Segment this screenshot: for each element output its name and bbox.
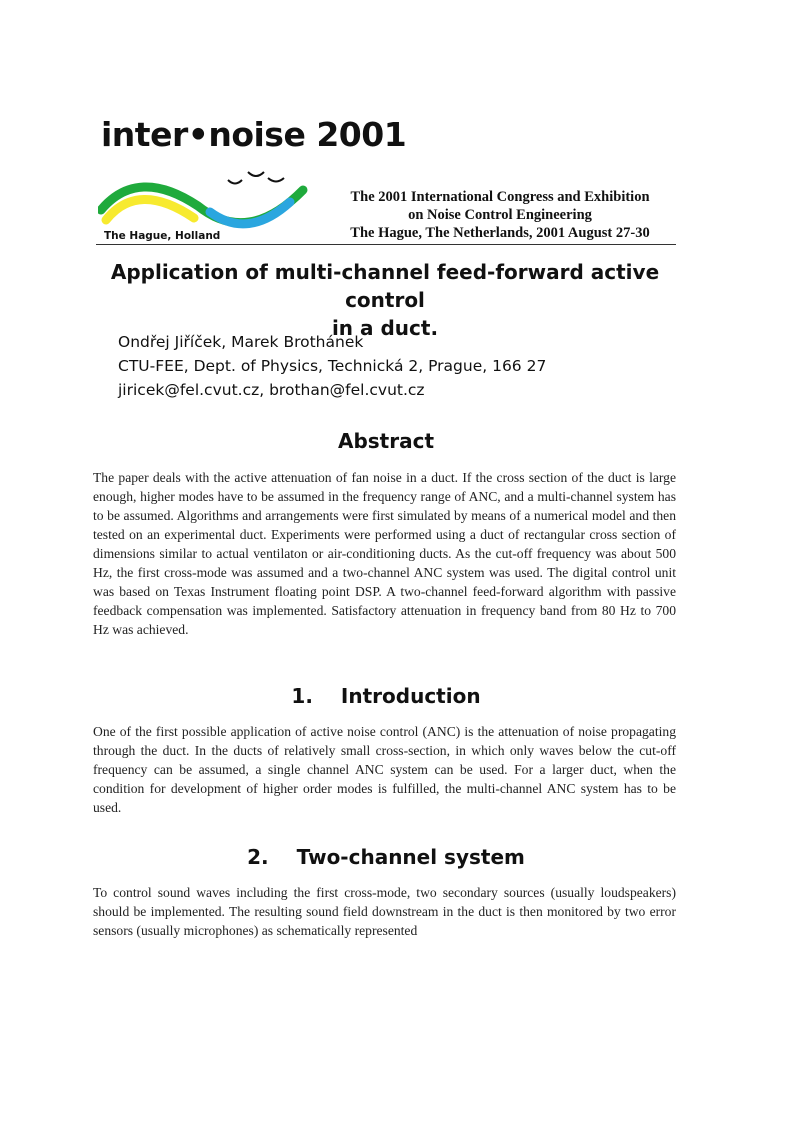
smile-icon	[228, 180, 242, 184]
section-number: 2.	[247, 845, 269, 869]
author-emails: jiricek@fel.cvut.cz, brothan@fel.cvut.cz	[118, 381, 425, 399]
section-heading-two-channel-system	[96, 845, 676, 869]
introduction-text: One of the first possible application of active noise control (ANC) is the attenuation of noise propagating through the duct. In the ducts of relatively small cross-section, in which only waves below the cut-off frequency can be assumed, a single channel ANC system can be used. For a larger duct, when the condition for development of higher order modes is fulfilled, the multi-channel ANC system has to be used.	[93, 724, 676, 815]
section-title: Introduction	[340, 684, 481, 708]
header-divider	[96, 244, 676, 245]
conference-line: The Hague, The Netherlands, 2001 August 27-30	[350, 225, 650, 241]
conference-line: The 2001 International Congress and Exhibition	[350, 189, 650, 205]
author-affiliation: CTU-FEE, Dept. of Physics, Technická 2, Prague, 166 27	[118, 357, 547, 375]
conference-info	[330, 188, 670, 242]
section-heading-introduction	[96, 684, 676, 708]
conference-line: on Noise Control Engineering	[408, 207, 592, 223]
author-names: Ondřej Jiříček, Marek Brothánek	[118, 333, 364, 351]
section-title: Two-channel system	[296, 845, 525, 869]
logo-city-label: The Hague, Holland	[104, 230, 221, 242]
section-number: 1.	[291, 684, 313, 708]
smile-icon	[248, 172, 264, 176]
two-channel-system-text: To control sound waves including the first cross-mode, two secondary sources (usually loudspeakers) should be implemented. The resulting sound field downstream in the duct is then monitored by two error sensors (usually microphones) as schematically represented	[93, 885, 676, 938]
abstract-heading: Abstract	[337, 429, 435, 453]
abstract-text: The paper deals with the active attenuation of fan noise in a duct. If the cross section of the duct is large enough, higher modes have to be assumed in the frequency range of ANC, and a multi-channel system has to be assumed. Algorithms and arrangements were first simulated by means of a numerical model and then tested on an experimental duct. Experiments were performed using a duct of rectangular cross section of dimensions similar to actual ventilaton or air-conditioning ducts. As the cut-off frequency was about 500 Hz, the first cross-mode was assumed and a two-channel ANC system was used. The digital control unit was based on Texas Instrument floating point DSP. A two-channel feed-forward algorithm with passive feedback compensation was implemented. Satisfactory attenuation in frequency band from 80 Hz to 700 Hz was achieved.	[93, 470, 676, 637]
yellow-wave	[106, 199, 194, 220]
paper-title: Application of multi-channel feed-forward active control in a duct.	[110, 260, 660, 340]
conference-logo-text: inter•noise 2001	[101, 115, 407, 154]
smile-icon	[268, 178, 284, 182]
author-block	[118, 330, 678, 402]
